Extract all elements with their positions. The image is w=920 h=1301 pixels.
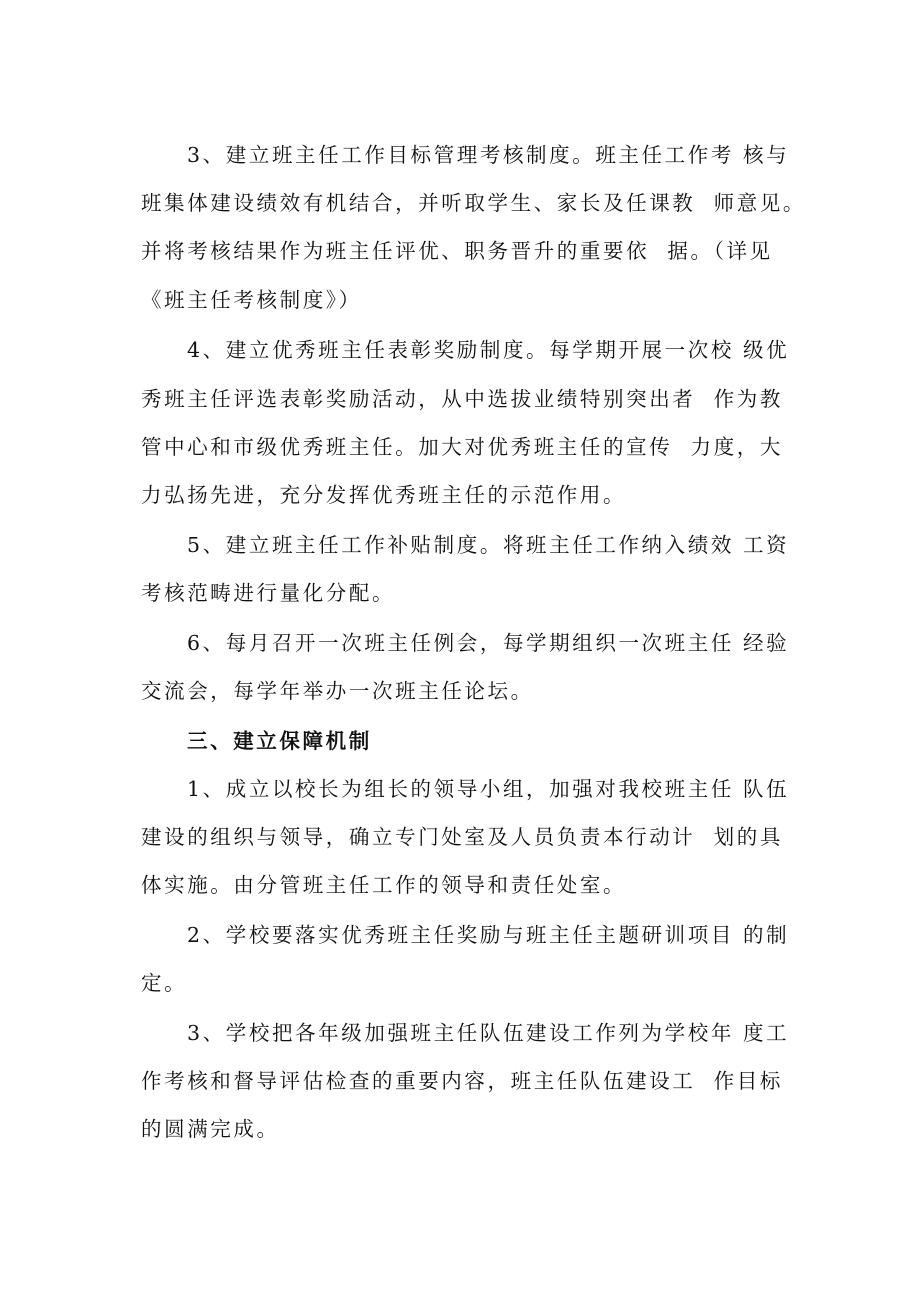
section-3-item-2-line-1: 2、学校要落实优秀班主任奖励与班主任主题研训项目 的制 (187, 923, 790, 947)
paragraph-3-line-2: 班集体建设绩效有机结合，并听取学生、家长及任课教 师意见。 (141, 191, 807, 215)
section-3-item-1-line-3: 体实施。由分管班主任工作的领导和责任处室。 (141, 873, 627, 897)
paragraph-4-line-2: 秀班主任评选表彰奖励活动，从中选拔业绩特别突出者 作为教 (141, 387, 783, 411)
paragraph-3-line-4: 《班主任考核制度》） (141, 288, 362, 312)
section-3-item-3-line-1: 3、学校把各年级加强班主任队伍建设工作列为学校年 度工 (187, 1021, 790, 1045)
section-3-item-1-line-1: 1、成立以校长为组长的领导小组，加强对我校班主任 队伍 (187, 777, 790, 801)
paragraph-4-line-4: 力弘扬先进，充分发挥优秀班主任的示范作用。 (141, 483, 627, 507)
paragraph-3-line-3: 并将考核结果作为班主任评优、职务晋升的重要依 据。（详见 (141, 239, 773, 263)
paragraph-6-line-1: 6、每月召开一次班主任例会，每学期组织一次班主任 经验 (187, 631, 790, 655)
paragraph-4-line-1: 4、建立优秀班主任表彰奖励制度。每学期开展一次校 级优 (187, 338, 790, 362)
section-3-heading: 三、建立保障机制 (187, 729, 372, 753)
paragraph-5-line-2: 考核范畴进行量化分配。 (141, 581, 396, 605)
section-3-item-1-line-2: 建设的组织与领导，确立专门处室及人员负责本行动计 划的具 (141, 825, 783, 849)
section-3-item-2-line-2: 定。 (141, 971, 188, 995)
paragraph-6-line-2: 交流会，每学年举办一次班主任论坛。 (141, 679, 534, 703)
section-3-item-3-line-3: 的圆满完成。 (141, 1117, 280, 1141)
paragraph-4-line-3: 管中心和市级优秀班主任。加大对优秀班主任的宣传 力度，大 (141, 435, 783, 459)
section-3-item-3-line-2: 作考核和督导评估检查的重要内容，班主任队伍建设工 作目标 (141, 1069, 783, 1093)
paragraph-5-line-1: 5、建立班主任工作补贴制度。将班主任工作纳入绩效 工资 (187, 533, 790, 557)
paragraph-3-line-1: 3、建立班主任工作目标管理考核制度。班主任工作考 核与 (187, 143, 790, 167)
